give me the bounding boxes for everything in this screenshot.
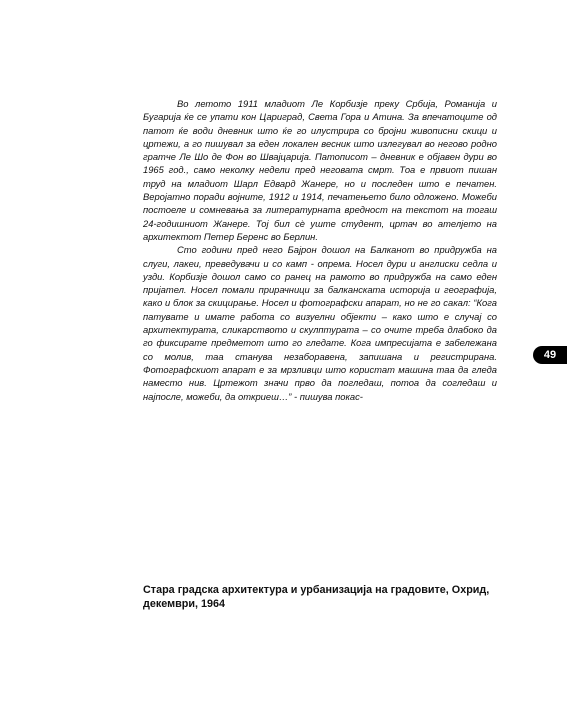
page-number-tab	[533, 346, 567, 364]
body-text	[143, 97, 497, 403]
image-caption: Стара градска архитектура и урбанизација на градовите, Охрид, декември, 1964	[143, 584, 490, 610]
page-number: 49	[543, 349, 557, 361]
paragraph-2: Сто години пред него Бајрон дошол на Балканот во придружба на слуги, лакеи, преведувачи и со камп - опрема. Носел дури и англиски седла и узди. Корбизје дошол само со ранец на рамото во придружба на само еден пријател. Носел помали прирачници за балканската историја и географија, како и блок за скицирање. Носел и фотографски апарат, но не го сакал: “Кога патувате и имате работа со визуелни објекти – како што е случај со архитектурата, сликарството и скулптурата – со очите треба длабоко да го фиксирате предметот што го гледате. Кога импресијата е забележана со молив, таа станува незаборавена, запишана и регистрирана. Фотографскиот апарат е за мрзливци што користат машина таа да гледа наместо нив. Цртежот значи прво да погледаш, потоа да согледаш и најпосле, можеби, да откриеш…” - пишува покас-	[143, 244, 497, 402]
paragraph-1: Во летото 1911 младиот Ле Корбизје преку Србија, Романија и Бугарија ќе се упати кон Цариград, Света Гора и Атина. За впечатоците од патот ќе води дневник што ќе го илустрира со бројни живописни скици и цртежи, а го пишувал за еден локален весник што излегувал во негово родно гратче Ле Шо де Фон во Швајцарија. Патописот – дневник е објавен дури во 1965 год., само неколку недели пред неговата смрт. Тоа е првиот пишан труд на младиот Шарл Едвард Жанере, но и последен што е печатен. Веројатно поради војните, 1912 и 1914, печатењето било одложено. Можеби постоеле и сомневања за литературната вредност на текстот на тогаш 24-годишниот Жанере. Тој бил сè уште студент, цртач во ателјето на архитектот Петер Беренс во Берлин.	[143, 98, 497, 242]
